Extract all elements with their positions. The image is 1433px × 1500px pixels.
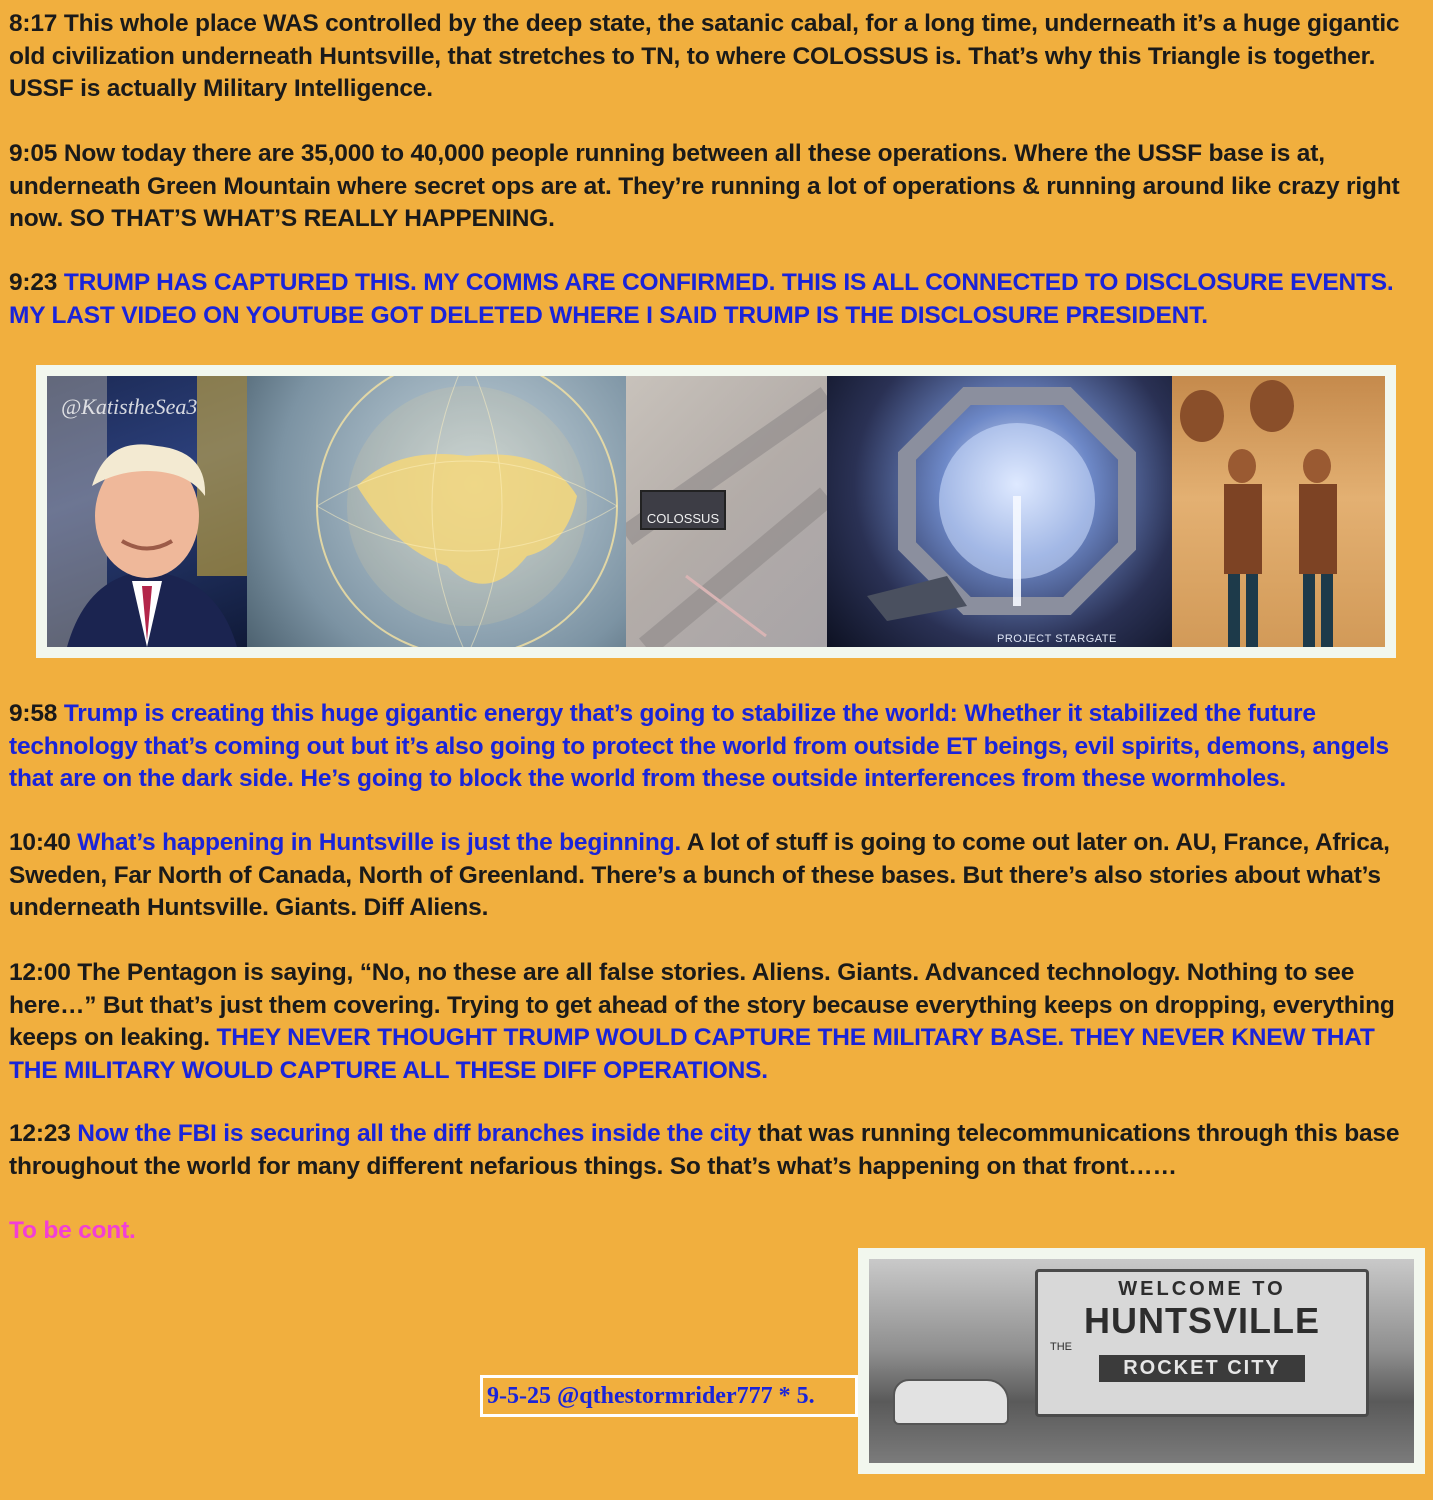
image-strip — [36, 365, 1396, 658]
timestamp: 9:23 — [9, 269, 58, 296]
body-text: Now today there are 35,000 to 40,000 people running between all these operations. Where the USSF base is at, underneath Green Mountain where secret ops are at. They’re running a lot of operations & running around like crazy right now. SO THAT’S WHAT’S REALLY HAPPENING. — [9, 140, 1400, 232]
highlight-text: Trump is creating this huge gigantic energy that’s going to stabilize the world: Whether it stabilized the future technology that’s coming out but it’s also going to protect the world from outside ET beings, evil spirits, demons, angels that are on the dark side. He’s going to block the world from these outside interferences from these wormholes. — [9, 700, 1389, 792]
paragraph-958 — [9, 698, 1427, 796]
highlight-text: What’s happening in Huntsville is just the beginning. — [70, 829, 682, 856]
welcome-sign — [1035, 1269, 1369, 1417]
body-text: The Pentagon is saying, “No, no these are all false stories. Aliens. Giants. Advanced technology. Nothing to see here…” But that’s just them covering. Trying to get ahead of the story because everything keeps on dropping, everything keeps on leaking. — [9, 959, 1395, 1051]
stargate-caption: PROJECT STARGATE — [997, 633, 1117, 645]
warriors-illustration — [1172, 376, 1385, 647]
trump-photo — [47, 376, 247, 647]
body-text: This whole place WAS controlled by the deep state, the satanic cabal, for a long time, underneath it’s a huge gigantic old civilization underneath Huntsville, that stretches to TN, to where COLOSSUS is. That’s why this Triangle is together. USSF is actually Military Intelligence. — [9, 10, 1400, 102]
colossus-label: COLOSSUS — [640, 490, 726, 530]
highlight-text: THEY NEVER THOUGHT TRUMP WOULD CAPTURE THE MILITARY BASE. THEY NEVER KNEW THAT THE MILITARY WOULD CAPTURE ALL THESE DIFF OPERATIONS. — [9, 1024, 1375, 1084]
watermark: @KatistheSea3 — [61, 394, 198, 419]
paragraph-1040 — [9, 827, 1427, 925]
highlight-text: TRUMP HAS CAPTURED THIS. MY COMMS ARE CONFIRMED. THIS IS ALL CONNECTED TO DISCLOSURE EVENTS. MY LAST VIDEO ON YOUTUBE GOT DELETED WHERE I SAID TRUMP IS THE DISCLOSURE PRESIDENT. — [9, 269, 1394, 329]
sign-rocket-city: ROCKET CITY — [1099, 1355, 1305, 1382]
sign-the: THE — [1050, 1341, 1072, 1353]
body-text: A lot of stuff is going to come out later on. AU, France, Africa, Sweden, Far North of Canada, North of Greenland. There’s a bunch of these bases. But there’s also stories about what’s underneath Huntsville. Giants. Diff Aliens. — [9, 829, 1390, 921]
credit-label: 9-5-25 @qthestormrider777 * 5. — [480, 1375, 858, 1417]
timestamp: 12:23 — [9, 1120, 71, 1147]
sign-welcome: WELCOME TO — [1118, 1278, 1286, 1300]
native-warriors-image — [1172, 376, 1385, 647]
globe-icon — [247, 376, 626, 647]
body-text: that was running telecommunications through this base throughout the world for many different nefarious things. So that’s what’s happening on that front…… — [9, 1120, 1400, 1180]
timestamp: 8:17 — [9, 10, 58, 37]
globe-illustration — [247, 376, 626, 647]
paragraph-923 — [9, 267, 1427, 332]
stargate-image — [827, 376, 1172, 647]
huntsville-sign-photo — [858, 1248, 1425, 1474]
timestamp: 10:40 — [9, 829, 71, 856]
highlight-text: Now the FBI is securing all the diff branches inside the city — [70, 1120, 752, 1147]
to-be-continued: To be cont. — [9, 1217, 136, 1244]
paragraph-1200 — [9, 957, 1427, 1087]
paragraph-1223 — [9, 1118, 1427, 1183]
timestamp: 9:05 — [9, 140, 58, 167]
timestamp: 9:58 — [9, 700, 58, 727]
timestamp: 12:00 — [9, 959, 71, 986]
map-image — [626, 376, 827, 647]
paragraph-905 — [9, 138, 1427, 236]
stargate-icon — [827, 376, 1172, 647]
car-icon — [893, 1379, 1009, 1425]
sign-city: HUNTSVILLE — [1083, 1300, 1320, 1341]
paragraph-817 — [9, 8, 1427, 106]
